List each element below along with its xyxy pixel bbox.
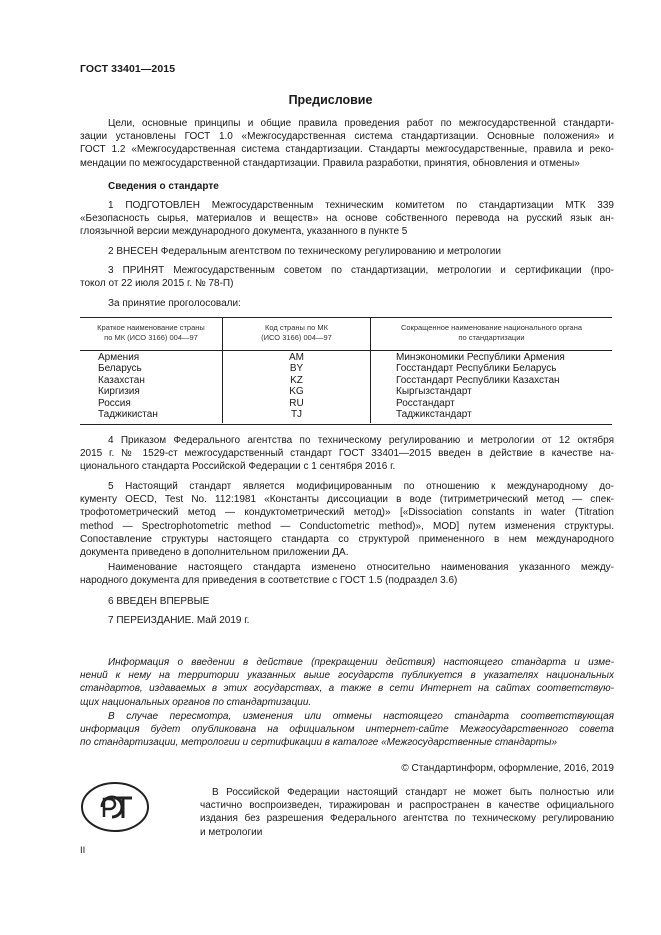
- text-line: мендации по межгосударственной стандартизации. Правила разработки, принятия, обновления и отмены»: [80, 157, 580, 169]
- text-line: и метрологии: [200, 826, 263, 838]
- text-line: Информация о введении в действие (прекращении действия) настоящего стандарта и изме-: [108, 657, 614, 668]
- info-paragraph-1: [80, 656, 614, 709]
- table-header-code: Код страны по МК (ИСО 3166) 004—97: [261, 323, 332, 342]
- text-line: Цели, основные принципы и общие правила проведения работ по межгосударственной стандарти-: [108, 118, 614, 129]
- item-7: 7 ПЕРЕИЗДАНИЕ. Май 2019 г.: [108, 615, 250, 626]
- text-line: информация будет опубликована на официальном интернет-сайте Межгосударственного совета: [80, 724, 614, 736]
- table-header-country: Краткое наименование страны по МК (ИСО 3166) 004—97: [97, 323, 205, 342]
- table-cell: BY: [289, 363, 304, 375]
- table-column-code: [223, 352, 370, 420]
- table-header-body: Сокращенное наименование национального органа по стандартизации: [400, 323, 583, 342]
- item-5-note: [80, 561, 614, 587]
- text-line: частично воспроизведен, тиражирован и распространен в качестве официального: [200, 800, 614, 812]
- text-line: Наименование настоящего стандарта изменено относительно наименования указанного между-: [108, 562, 614, 573]
- text-line: 4 Приказом Федерального агентства по техническому регулированию и метрологии от 12 октября: [108, 435, 614, 446]
- voted-label: За принятие проголосовали:: [108, 298, 241, 309]
- table-cell: Россия: [98, 397, 131, 409]
- page-number: II: [80, 845, 86, 856]
- member-states-table: [80, 317, 614, 425]
- text-line: 3 ПРИНЯТ Межгосударственным советом по стандартизации, метрологии и сертификации (про-: [108, 265, 614, 276]
- table-column-body: [396, 352, 565, 420]
- table-cell: Таджикистан: [98, 409, 158, 421]
- text-line: В Российской Федерации настоящий стандарт не может быть полностью или: [212, 787, 614, 798]
- table-cell: Армения: [98, 352, 140, 363]
- text-line: издания без разрешения Федерального агентства по техническому регулированию: [200, 813, 614, 825]
- text-line: щих национальных органов по стандартизации.: [80, 696, 312, 708]
- rst-certification-logo-icon: [80, 781, 150, 833]
- text-line: 5 Настоящий стандарт является модифицированным по отношению к международному до-: [108, 481, 614, 492]
- document-code-header: ГОСТ 33401—2015: [80, 63, 176, 75]
- copyright-notice: © Стандартинформ, оформление, 2016, 2019: [401, 763, 614, 774]
- table-cell: AM: [289, 352, 304, 363]
- text-line: документа приведено в дополнительном приложении ДА.: [80, 547, 349, 559]
- text-line: ционального стандарта Российской Федерации с 1 сентября 2016 г.: [80, 461, 396, 473]
- table-cell: Казахстан: [98, 374, 145, 386]
- table-cell: Минэкономики Республики Армения: [396, 352, 565, 363]
- text-line: трофотометрический метод — кондуктометрический метод)» [«Dissociation constants in water (Titration: [80, 507, 614, 519]
- text-line: зации установлены ГОСТ 1.0 «Межгосударственная система стандартизации. Основные положения» и: [80, 131, 614, 143]
- table-cell: Росстандарт: [396, 397, 455, 409]
- item-2: 2 ВНЕСЕН Федеральным агентством по техническому регулированию и метрологии: [108, 246, 501, 257]
- text-line: method — Spectrophotometric method — Conductometric method)», MOD] путем изменения структуры.: [80, 520, 614, 532]
- table-cell: KG: [289, 386, 304, 398]
- table-cell: KZ: [290, 374, 303, 386]
- page-title: Предисловие: [288, 93, 373, 107]
- reproduction-notice: [200, 786, 614, 839]
- text-line: В случае пересмотра, изменения или отмены настоящего стандарта соответствующая: [108, 711, 614, 722]
- table-cell: Госстандарт Республики Беларусь: [396, 363, 557, 375]
- item-3: [80, 264, 614, 290]
- item-1: [80, 199, 614, 239]
- info-paragraph-2: [80, 710, 614, 750]
- item-4: [80, 434, 614, 474]
- text-line: Сопоставление структуры настоящего стандарта со структурой примененного в нем международного: [80, 533, 614, 545]
- text-line: «Безопасность сырья, материалов и веществ» на основе собственного перевода на русский язык ан-: [80, 213, 614, 225]
- table-cell: RU: [289, 397, 304, 409]
- table-cell: Таджикстандарт: [396, 409, 472, 421]
- text-line: народного документа для приведения в соответствие с ГОСТ 1.5 (подраздел 3.6): [80, 575, 458, 587]
- section-heading: Сведения о стандарте: [108, 181, 219, 192]
- text-line: токол от 22 июля 2015 г. № 78-П): [80, 278, 234, 290]
- text-line: глоязычной версии международного документа, указанного в пункте 5: [80, 226, 408, 238]
- table-header-divider: [80, 350, 612, 351]
- text-line: нений к нему на территории указанных выше государств публикуется в указателях национальных: [80, 670, 614, 682]
- item-5: [80, 480, 614, 559]
- text-line: ГОСТ 1.2 «Межгосударственная система стандартизации. Стандарты межгосударственные, правила и реко-: [80, 144, 614, 156]
- table-cell: Госстандарт Республики Казахстан: [396, 374, 560, 386]
- table-column-country: [98, 352, 158, 420]
- table-cell: Беларусь: [98, 363, 142, 375]
- text-line: кументу OECD, Test No. 112:1981 «Константы диссоциации в воде (титриметрический метод — спек-: [80, 494, 614, 506]
- text-line: стандартов, издаваемых в этих государствах, а также в сети Интернет на сайтах соответствую-: [80, 683, 614, 695]
- text-line: 1 ПОДГОТОВЛЕН Межгосударственным техническим комитетом по стандартизации МТК 339: [108, 200, 614, 211]
- table-cell: Кыргызстандарт: [396, 386, 472, 398]
- intro-paragraph: [80, 117, 614, 170]
- text-line: по стандартизации, метрологии и сертификации в каталоге «Межгосударственные стандарты»: [80, 737, 558, 749]
- item-6: 6 ВВЕДЕН ВПЕРВЫЕ: [108, 596, 210, 607]
- table-cell: TJ: [290, 409, 303, 421]
- text-line: 2015 г. № 1529-ст межгосударственный стандарт ГОСТ 33401—2015 введен в действие в качестве на-: [80, 448, 614, 460]
- table-cell: Киргизия: [98, 386, 140, 398]
